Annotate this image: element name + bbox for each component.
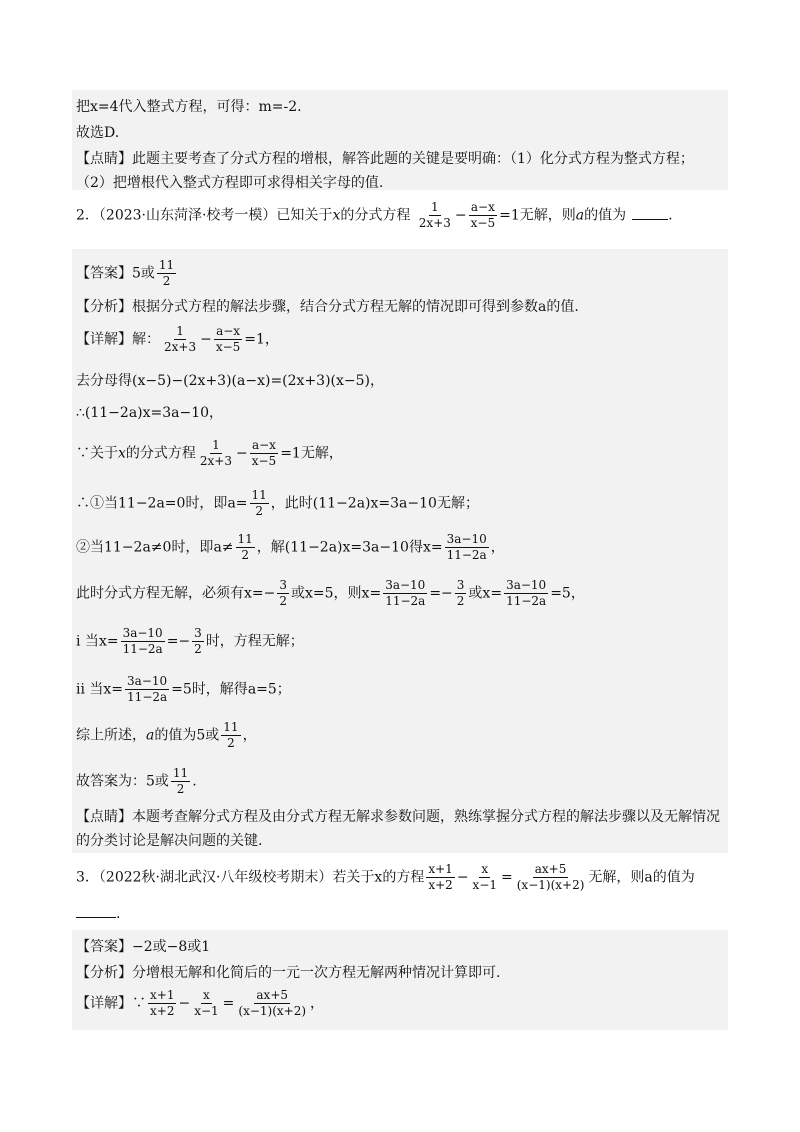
- detail-2-line: ∵关于x的分式方程 $\frac{1}{2x+3}$ − $\frac{a-x}{x-5}$ =1无解，: [76, 438, 343, 468]
- detail-2-line: ∴(11−2a)x=3a−10，: [76, 405, 224, 421]
- detail-2-line: ii 当x= $\frac{3a-10}{11-2a}$ =5时，解得a=5；: [76, 674, 291, 704]
- fraction: $\frac{a-x}{x-5}$: [470, 200, 496, 230]
- answer-blank: [632, 219, 668, 220]
- detail-2-line: 【详解】解： $\frac{1}{2x+3}$ − $\frac{a-x}{x-5}$ =1，: [76, 324, 279, 354]
- question-2: 2．（2023·山东菏泽·校考一模）已知关于x的分式方程 $\frac{1}{2x+3}$ − $\frac{a-x}{x-5}$ =1无解，则a的值为 .: [76, 200, 673, 230]
- detail-2-line: 综上所述，a的值为5或 $\frac{11}{2}$ ，: [76, 720, 257, 750]
- detail-2-line: 去分母得(x−5)−(2x+3)(a−x)=(2x+3)(x−5)，: [76, 373, 384, 389]
- detail-2-line: ②当11−2a≠0时，即a≠ $\frac{11}{2}$ ，解(11−2a)x=3a−10得x= $\frac{3a-10}{11-2a}$ ，: [76, 532, 505, 562]
- comment-line: 【点睛】本题考查解分式方程及由分式方程无解求参数问题，熟练掌握分式方程的解法步骤以及无解情况: [76, 809, 720, 825]
- detail-2-line: 故答案为：5或 $\frac{11}{2}$ .: [76, 766, 197, 796]
- analysis-3: 【分析】分增根无解和化简后的一元一次方程无解两种情况计算即可.: [76, 965, 501, 981]
- fraction: $\frac{1}{2x+3}$: [418, 200, 451, 230]
- detail-2-line: ∴①当11−2a=0时，即a= $\frac{11}{2}$ ，此时(11−2a)x=3a−10无解；: [76, 488, 479, 518]
- detail-2-line: 此时分式方程无解，必须有x=− $\frac{3}{2}$ 或x=5，则x= $\frac{3a-10}{11-2a}$ =− $\frac{3}{2}$ 或x= $\frac{3a-10}{11-2a}$ =5，: [76, 578, 585, 608]
- detail-3-line: 【详解】∵ $\frac{x+1}{x+2}$ − $\frac{x}{x-1}$ = $\frac{ax+5}{(x-1)(x+2)}$ ，: [76, 988, 325, 1018]
- question-3: 3．（2022秋·湖北武汉·八年级校考期末）若关于x的方程 $\frac{x+1}{x+2}$ − $\frac{x}{x-1}$ = $\frac{ax+5}{(x-1)(x+2)}$ 无解，则a的值为: [76, 862, 695, 892]
- comment-line: 【点睛】此题主要考查了分式方程的增根，解答此题的关键是要明确：（1）化分式方程为整式方程；: [76, 151, 694, 167]
- text-line: 故选D.: [76, 125, 120, 141]
- answer-blank: [76, 917, 116, 918]
- text-line: 把x=4代入整式方程，可得：m=-2.: [76, 99, 302, 115]
- analysis-2: 【分析】根据分式方程的解法步骤，结合分式方程无解的情况即可得到参数a的值.: [76, 299, 579, 315]
- detail-2-line: i 当x= $\frac{3a-10}{11-2a}$ =− $\frac{3}{2}$ 时，方程无解；: [76, 626, 304, 656]
- answer-3: 【答案】−2或−8或1: [76, 939, 211, 955]
- answer-blank-line: .: [76, 906, 120, 922]
- answer-2: 【答案】5或 $\frac{11}{2}$: [76, 258, 175, 288]
- comment-line: 的分类讨论是解决问题的关键.: [76, 833, 263, 849]
- comment-line: （2）把增根代入整式方程即可求得相关字母的值.: [76, 175, 384, 191]
